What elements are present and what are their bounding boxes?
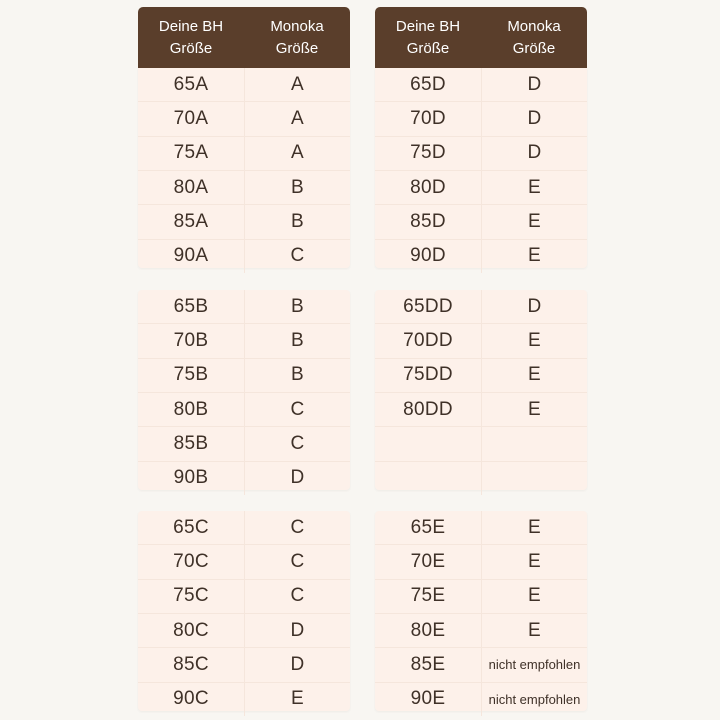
bra-size-cell: 65DD — [375, 290, 482, 323]
monoka-size-cell: B — [291, 210, 304, 232]
monoka-size-cell: nicht empfohlen — [488, 691, 581, 707]
bra-size-cell — [375, 427, 482, 460]
monoka-size-cell: nicht empfohlen — [488, 657, 581, 673]
size-block-dd — [375, 290, 587, 490]
bra-size-cell: 65B — [138, 290, 245, 323]
monoka-size-cell: C — [290, 398, 305, 420]
monoka-size-cell: D — [290, 467, 305, 489]
table-row — [375, 204, 587, 238]
monoka-size-cell: C — [290, 432, 305, 454]
bra-size-cell: 90A — [138, 240, 245, 273]
monoka-size-cell: B — [291, 295, 304, 317]
monoka-size-cell: D — [527, 73, 542, 95]
table-row — [375, 511, 587, 544]
table-row — [138, 290, 350, 323]
table-row — [138, 682, 350, 716]
bra-size-cell: 65A — [138, 68, 245, 101]
bra-size-cell: 70B — [138, 324, 245, 357]
monoka-size-cell: A — [291, 142, 304, 164]
bra-size-cell: 80E — [375, 614, 482, 647]
monoka-size-cell: C — [290, 516, 305, 538]
table-row — [138, 170, 350, 204]
bra-size-cell: 90E — [375, 683, 482, 716]
table-row — [138, 579, 350, 613]
table-row — [375, 682, 587, 716]
monoka-size-cell: E — [528, 516, 541, 538]
monoka-size-cell: E — [528, 619, 541, 641]
bra-size-cell: 80C — [138, 614, 245, 647]
monoka-size-cell: B — [291, 176, 304, 198]
monoka-size-cell: D — [527, 107, 542, 129]
size-block-b — [138, 290, 350, 490]
bra-size-cell: 85D — [375, 205, 482, 238]
table-row — [375, 170, 587, 204]
table-row — [375, 101, 587, 135]
table-row — [375, 613, 587, 647]
table-row — [375, 136, 587, 170]
table-row — [375, 392, 587, 426]
table-row — [138, 461, 350, 495]
bra-size-cell: 90C — [138, 683, 245, 716]
bra-size-cell: 85B — [138, 427, 245, 460]
bra-size-cell: 80DD — [375, 393, 482, 426]
bra-size-cell: 70A — [138, 102, 245, 135]
monoka-size-cell: E — [528, 585, 541, 607]
table-row — [375, 426, 587, 460]
monoka-size-cell: A — [291, 73, 304, 95]
table-row — [375, 323, 587, 357]
table-row — [375, 68, 587, 101]
table-row — [138, 101, 350, 135]
monoka-size-cell — [482, 427, 587, 460]
size-block-e — [375, 511, 587, 711]
bra-size-cell: 70DD — [375, 324, 482, 357]
table-header-left — [138, 7, 350, 68]
monoka-size-cell: E — [528, 210, 541, 232]
monoka-size-cell: C — [290, 585, 305, 607]
bra-size-cell: 90B — [138, 462, 245, 495]
monoka-size-cell: E — [528, 176, 541, 198]
table-row — [138, 392, 350, 426]
table-row — [375, 544, 587, 578]
monoka-size-cell: D — [290, 653, 305, 675]
bra-size-cell: 80A — [138, 171, 245, 204]
bra-size-cell: 90D — [375, 240, 482, 273]
table-row — [138, 613, 350, 647]
size-block-c — [138, 511, 350, 711]
table-row — [375, 647, 587, 681]
monoka-size-cell: B — [291, 329, 304, 351]
monoka-size-cell: E — [528, 329, 541, 351]
monoka-size-cell: D — [290, 619, 305, 641]
size-block-d — [375, 68, 587, 268]
monoka-size-cell: E — [528, 364, 541, 386]
monoka-size-cell: C — [290, 245, 305, 267]
bra-size-cell: 65E — [375, 511, 482, 544]
header-your-size: Deine BH Größe — [395, 17, 461, 57]
bra-size-cell: 75D — [375, 137, 482, 170]
bra-size-cell — [375, 462, 482, 495]
bra-size-cell: 75C — [138, 580, 245, 613]
table-row — [375, 358, 587, 392]
table-row — [138, 426, 350, 460]
bra-size-cell: 75B — [138, 359, 245, 392]
bra-size-cell: 75A — [138, 137, 245, 170]
table-row — [138, 358, 350, 392]
table-row — [375, 290, 587, 323]
table-row — [138, 323, 350, 357]
header-monoka-size: Monoka Größe — [507, 17, 561, 57]
size-block-a — [138, 68, 350, 268]
bra-size-cell: 85C — [138, 648, 245, 681]
bra-size-cell: 70E — [375, 545, 482, 578]
table-row — [375, 461, 587, 495]
table-row — [138, 239, 350, 273]
bra-size-cell: 85E — [375, 648, 482, 681]
bra-size-cell: 75E — [375, 580, 482, 613]
table-row — [138, 204, 350, 238]
header-monoka-size: Monoka Größe — [270, 17, 324, 57]
table-header-right — [375, 7, 587, 68]
table-row — [138, 136, 350, 170]
table-row — [138, 68, 350, 101]
monoka-size-cell: C — [290, 550, 305, 572]
table-row — [138, 544, 350, 578]
table-row — [375, 239, 587, 273]
monoka-size-cell: E — [528, 245, 541, 267]
monoka-size-cell: D — [527, 295, 542, 317]
monoka-size-cell: D — [527, 142, 542, 164]
monoka-size-cell: B — [291, 364, 304, 386]
bra-size-cell: 75DD — [375, 359, 482, 392]
bra-size-cell: 70C — [138, 545, 245, 578]
bra-size-cell: 70D — [375, 102, 482, 135]
header-your-size: Deine BH Größe — [158, 17, 224, 57]
table-row — [375, 579, 587, 613]
bra-size-cell: 80B — [138, 393, 245, 426]
table-row — [138, 511, 350, 544]
bra-size-cell: 65C — [138, 511, 245, 544]
bra-size-cell: 85A — [138, 205, 245, 238]
bra-size-cell: 65D — [375, 68, 482, 101]
monoka-size-cell: E — [528, 550, 541, 572]
monoka-size-cell: E — [528, 398, 541, 420]
monoka-size-cell: E — [291, 688, 304, 710]
monoka-size-cell: A — [291, 107, 304, 129]
table-row — [138, 647, 350, 681]
bra-size-cell: 80D — [375, 171, 482, 204]
monoka-size-cell — [482, 462, 587, 495]
